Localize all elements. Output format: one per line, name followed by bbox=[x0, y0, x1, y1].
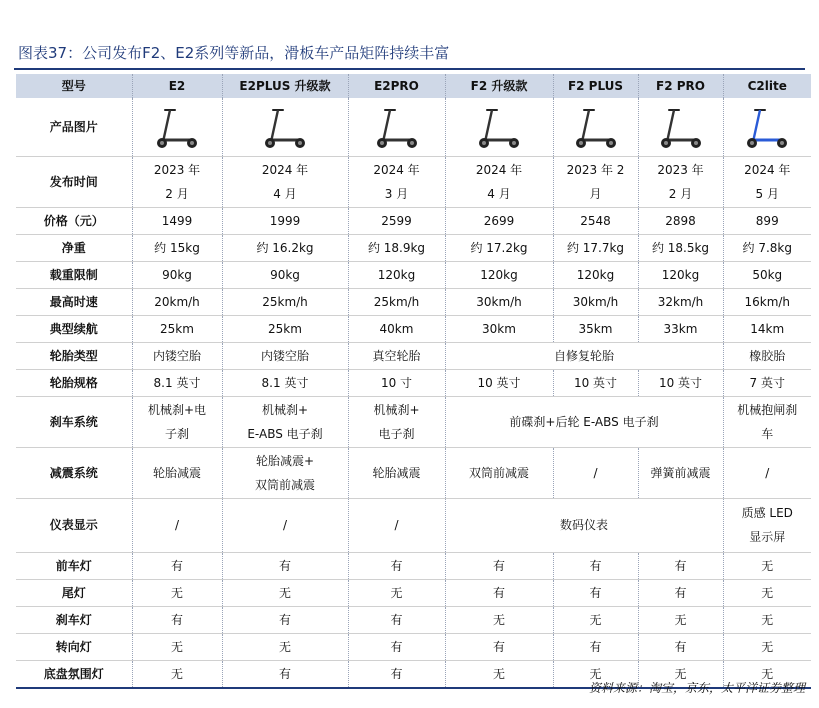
table-cell: 约 7.8kg bbox=[723, 234, 811, 261]
table-header-row bbox=[16, 74, 811, 98]
table-cell: 2599 bbox=[348, 207, 445, 234]
scooter-icon bbox=[570, 104, 622, 150]
table-cell: 轮胎减震+ 双筒前减震 bbox=[222, 447, 348, 498]
table-cell: 机械抱闸刹 车 bbox=[723, 396, 811, 447]
table-cell: 质感 LED 显示屏 bbox=[723, 498, 811, 552]
table-cell: 50kg bbox=[723, 261, 811, 288]
table-cell: 无 bbox=[638, 606, 723, 633]
table-cell: 有 bbox=[445, 579, 553, 606]
table-cell: 120kg bbox=[445, 261, 553, 288]
header-e2pro: E2PRO bbox=[348, 74, 445, 98]
header-f2-upgrade: F2 升级款 bbox=[445, 74, 553, 98]
table-cell: 35km bbox=[553, 315, 638, 342]
row-label: 刹车灯 bbox=[55, 612, 92, 627]
scooter-image bbox=[348, 98, 445, 156]
table-cell: 有 bbox=[222, 606, 348, 633]
table-cell: 约 15kg bbox=[132, 234, 222, 261]
table-cell: 有 bbox=[638, 552, 723, 579]
row-label: 价格（元） bbox=[43, 213, 104, 228]
table-cell: 120kg bbox=[553, 261, 638, 288]
table-cell: 90kg bbox=[222, 261, 348, 288]
table-cell: 2024 年 5 月 bbox=[723, 156, 811, 207]
table-cell: 2023 年 2 月 bbox=[132, 156, 222, 207]
table-cell: 弹簧前减震 bbox=[638, 447, 723, 498]
table-cell: 有 bbox=[445, 633, 553, 660]
table-cell: 有 bbox=[445, 552, 553, 579]
scooter-icon bbox=[371, 104, 423, 150]
caption-divider bbox=[14, 68, 805, 70]
table-row-suspension bbox=[16, 447, 811, 498]
table-cell: 有 bbox=[638, 633, 723, 660]
table-cell: 30km/h bbox=[553, 288, 638, 315]
table-cell: 25km bbox=[222, 315, 348, 342]
table-cell: 约 18.9kg bbox=[348, 234, 445, 261]
table-cell: 25km bbox=[132, 315, 222, 342]
table-cell: / bbox=[348, 498, 445, 552]
row-label: 尾灯 bbox=[61, 585, 86, 600]
table-row-speed bbox=[16, 288, 811, 315]
table-cell: 无 bbox=[222, 579, 348, 606]
table-cell: 无 bbox=[348, 579, 445, 606]
scooter-image bbox=[132, 98, 222, 156]
table-cell: 无 bbox=[132, 660, 222, 688]
table-cell: 无 bbox=[638, 660, 723, 688]
table-cell: 约 16.2kg bbox=[222, 234, 348, 261]
table-cell: 33km bbox=[638, 315, 723, 342]
table-cell: 25km/h bbox=[348, 288, 445, 315]
table-cell: 2548 bbox=[553, 207, 638, 234]
source-note: 资料来源：淘宝，京东，太平洋证券整理 bbox=[588, 681, 805, 695]
header-model-label: 型号 bbox=[16, 74, 132, 98]
table-row-taillight bbox=[16, 579, 811, 606]
table-cell: 2024 年 4 月 bbox=[445, 156, 553, 207]
table-cell: 有 bbox=[348, 606, 445, 633]
table-cell: 2023 年 2 月 bbox=[553, 156, 638, 207]
scooter-image bbox=[222, 98, 348, 156]
row-label: 载重限制 bbox=[49, 267, 98, 282]
scooter-icon bbox=[259, 104, 311, 150]
scooter-icon bbox=[151, 104, 203, 150]
table-cell: 有 bbox=[348, 633, 445, 660]
row-label: 发布时间 bbox=[49, 174, 98, 189]
table-cell: 30km bbox=[445, 315, 553, 342]
table-cell: 机械刹+ 电子刹 bbox=[348, 396, 445, 447]
table-cell: 无 bbox=[723, 552, 811, 579]
table-cell: 有 bbox=[348, 552, 445, 579]
table-cell: 899 bbox=[723, 207, 811, 234]
header-f2plus: F2 PLUS bbox=[553, 74, 638, 98]
table-cell: 1499 bbox=[132, 207, 222, 234]
table-cell: 10 寸 bbox=[348, 369, 445, 396]
scooter-icon bbox=[473, 104, 525, 150]
scooter-image bbox=[553, 98, 638, 156]
table-cell: 内镂空胎 bbox=[132, 342, 222, 369]
table-cell: 10 英寸 bbox=[445, 369, 553, 396]
table-cell: 有 bbox=[222, 660, 348, 688]
row-label: 前车灯 bbox=[55, 558, 92, 573]
table-row-range bbox=[16, 315, 811, 342]
table-cell: 轮胎减震 bbox=[132, 447, 222, 498]
table-cell: 约 17.7kg bbox=[553, 234, 638, 261]
table-row-load bbox=[16, 261, 811, 288]
row-label: 最高时速 bbox=[49, 294, 98, 309]
table-cell: / bbox=[222, 498, 348, 552]
table-cell: 有 bbox=[132, 552, 222, 579]
table-cell: 20km/h bbox=[132, 288, 222, 315]
table-cell: / bbox=[132, 498, 222, 552]
scooter-image bbox=[723, 98, 811, 156]
row-label: 典型续航 bbox=[49, 321, 98, 336]
table-cell: 2024 年 3 月 bbox=[348, 156, 445, 207]
table-cell: 无 bbox=[553, 660, 638, 688]
table-cell: 机械刹+电 子刹 bbox=[132, 396, 222, 447]
header-e2plus: E2PLUS 升级款 bbox=[222, 74, 348, 98]
table-row-release bbox=[16, 156, 811, 207]
table-cell: 40km bbox=[348, 315, 445, 342]
table-cell: 约 18.5kg bbox=[638, 234, 723, 261]
table-cell: 双筒前减震 bbox=[445, 447, 553, 498]
table-cell: 2898 bbox=[638, 207, 723, 234]
row-label: 刹车系统 bbox=[49, 414, 98, 429]
table-cell: 有 bbox=[553, 579, 638, 606]
table-cell: 无 bbox=[132, 579, 222, 606]
table-cell: 有 bbox=[553, 633, 638, 660]
row-label: 净重 bbox=[61, 240, 86, 255]
row-label: 轮胎规格 bbox=[49, 375, 98, 390]
table-cell: 25km/h bbox=[222, 288, 348, 315]
table-cell: 有 bbox=[222, 552, 348, 579]
table-cell: 真空轮胎 bbox=[348, 342, 445, 369]
table-cell: 14km bbox=[723, 315, 811, 342]
row-label: 减震系统 bbox=[49, 465, 98, 480]
table-row-tire-type bbox=[16, 342, 811, 369]
table-row-weight bbox=[16, 234, 811, 261]
table-cell: 无 bbox=[553, 606, 638, 633]
table-cell: 10 英寸 bbox=[638, 369, 723, 396]
row-label: 仪表显示 bbox=[49, 518, 98, 532]
scooter-icon bbox=[741, 104, 793, 150]
table-cell: 无 bbox=[723, 606, 811, 633]
table-cell: 约 17.2kg bbox=[445, 234, 553, 261]
scooter-icon bbox=[655, 104, 707, 150]
table-cell: 30km/h bbox=[445, 288, 553, 315]
row-label: 产品图片 bbox=[49, 119, 98, 134]
table-cell: 2023 年 2 月 bbox=[638, 156, 723, 207]
scooter-image bbox=[445, 98, 553, 156]
header-c2lite: C2lite bbox=[723, 74, 811, 98]
table-row-brake bbox=[16, 396, 811, 447]
table-cell: 有 bbox=[638, 579, 723, 606]
table-cell: 8.1 英寸 bbox=[222, 369, 348, 396]
table-cell: 无 bbox=[132, 633, 222, 660]
table-cell: 内镂空胎 bbox=[222, 342, 348, 369]
table-row-brakelight bbox=[16, 606, 811, 633]
table-cell: / bbox=[723, 447, 811, 498]
table-cell: 2024 年 4 月 bbox=[222, 156, 348, 207]
row-label: 底盘氛围灯 bbox=[43, 666, 104, 681]
table-cell: 90kg bbox=[132, 261, 222, 288]
table-cell: 无 bbox=[445, 660, 553, 688]
table-cell: 8.1 英寸 bbox=[132, 369, 222, 396]
table-cell: 机械刹+ E-ABS 电子刹 bbox=[222, 396, 348, 447]
header-e2: E2 bbox=[132, 74, 222, 98]
table-cell: 2699 bbox=[445, 207, 553, 234]
table-cell: 橡胶胎 bbox=[723, 342, 811, 369]
row-label: 轮胎类型 bbox=[49, 348, 98, 363]
table-cell: 有 bbox=[348, 660, 445, 688]
table-cell-merged: 数码仪表 bbox=[445, 498, 723, 552]
table-cell-merged: 前碟刹+后轮 E-ABS 电子刹 bbox=[445, 396, 723, 447]
table-cell: 无 bbox=[445, 606, 553, 633]
table-cell: 7 英寸 bbox=[723, 369, 811, 396]
table-cell: 无 bbox=[723, 633, 811, 660]
table-row-tire-size bbox=[16, 369, 811, 396]
table-cell: 无 bbox=[723, 660, 811, 688]
table-cell: 轮胎减震 bbox=[348, 447, 445, 498]
table-cell: 有 bbox=[553, 552, 638, 579]
table-cell: 32km/h bbox=[638, 288, 723, 315]
table-row-headlight bbox=[16, 552, 811, 579]
table-cell: 无 bbox=[222, 633, 348, 660]
table-row-price bbox=[16, 207, 811, 234]
table-cell: 有 bbox=[132, 606, 222, 633]
product-comparison-table bbox=[16, 74, 811, 689]
table-row-images bbox=[16, 98, 811, 156]
table-cell-merged: 自修复轮胎 bbox=[445, 342, 723, 369]
table-cell: 120kg bbox=[638, 261, 723, 288]
table-cell: 120kg bbox=[348, 261, 445, 288]
table-row-turnsignal bbox=[16, 633, 811, 660]
table-cell: 10 英寸 bbox=[553, 369, 638, 396]
table-cell: 无 bbox=[723, 579, 811, 606]
header-f2pro: F2 PRO bbox=[638, 74, 723, 98]
table-cell: 16km/h bbox=[723, 288, 811, 315]
scooter-image bbox=[638, 98, 723, 156]
figure-caption: 图表37：公司发布F2、E2系列等新品，滑板车产品矩阵持续丰富 bbox=[18, 44, 450, 62]
row-label: 转向灯 bbox=[55, 639, 92, 654]
table-cell: 1999 bbox=[222, 207, 348, 234]
table-cell: / bbox=[553, 447, 638, 498]
table-row-display bbox=[16, 498, 811, 552]
